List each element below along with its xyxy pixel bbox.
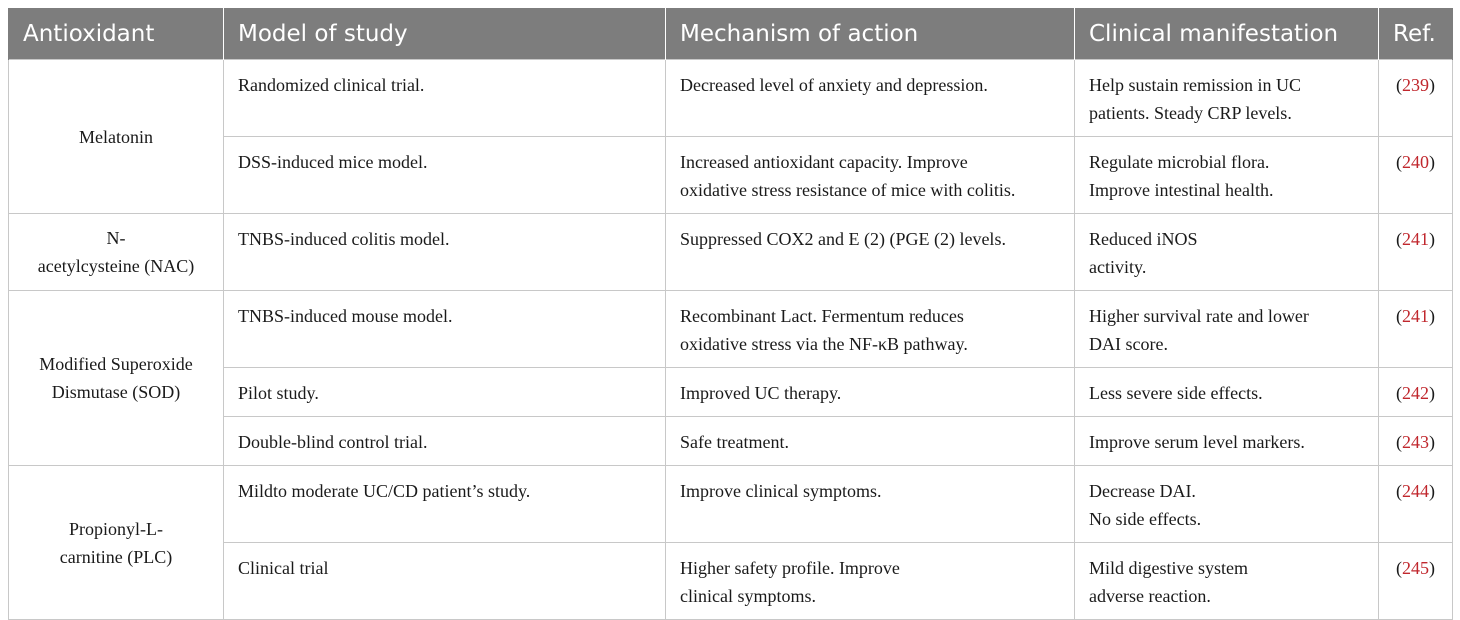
clinical-cell: Less severe side effects.: [1075, 368, 1379, 417]
antioxidant-cell: Melatonin: [9, 60, 224, 214]
clinical-cell: Mild digestive system adverse reaction.: [1075, 543, 1379, 620]
ref-cell: (244): [1379, 466, 1453, 543]
table-row: [9, 466, 1453, 543]
ref-cell: (240): [1379, 137, 1453, 214]
mechanism-cell: Improve clinical symptoms.: [666, 466, 1075, 543]
clinical-cell: Higher survival rate and lower DAI score.: [1075, 291, 1379, 368]
antioxidant-table: [8, 8, 1453, 620]
model-cell: Mildto moderate UC/CD patient’s study.: [224, 466, 666, 543]
header-antioxidant: Antioxidant: [9, 8, 224, 60]
mechanism-cell: Improved UC therapy.: [666, 368, 1075, 417]
model-cell: TNBS-induced colitis model.: [224, 214, 666, 291]
mechanism-cell: Decreased level of anxiety and depression.: [666, 60, 1075, 137]
mechanism-cell: Suppressed COX2 and E (2) (PGE (2) levels.: [666, 214, 1075, 291]
table-row: [9, 543, 1453, 620]
ref-cell: (241): [1379, 291, 1453, 368]
table-row: [9, 417, 1453, 466]
ref-link[interactable]: 244: [1402, 481, 1429, 501]
header-model-of-study: Model of study: [224, 8, 666, 60]
header-ref: Ref.: [1379, 8, 1453, 60]
clinical-cell: Improve serum level markers.: [1075, 417, 1379, 466]
table-row: [9, 60, 1453, 137]
ref-cell: (243): [1379, 417, 1453, 466]
table-row: [9, 368, 1453, 417]
clinical-cell: Decrease DAI. No side effects.: [1075, 466, 1379, 543]
model-cell: DSS-induced mice model.: [224, 137, 666, 214]
antioxidant-table-container: [8, 8, 1452, 620]
ref-link[interactable]: 241: [1402, 229, 1429, 249]
ref-cell: (239): [1379, 60, 1453, 137]
ref-link[interactable]: 239: [1402, 75, 1429, 95]
ref-link[interactable]: 242: [1402, 383, 1429, 403]
mechanism-cell: Increased antioxidant capacity. Improve oxidative stress resistance of mice with colitis.: [666, 137, 1075, 214]
table-row: [9, 291, 1453, 368]
model-cell: Randomized clinical trial.: [224, 60, 666, 137]
antioxidant-cell: N- acetylcysteine (NAC): [9, 214, 224, 291]
ref-link[interactable]: 245: [1402, 558, 1429, 578]
ref-cell: (242): [1379, 368, 1453, 417]
model-cell: TNBS-induced mouse model.: [224, 291, 666, 368]
mechanism-cell: Higher safety profile. Improve clinical symptoms.: [666, 543, 1075, 620]
clinical-cell: Reduced iNOS activity.: [1075, 214, 1379, 291]
mechanism-cell: Safe treatment.: [666, 417, 1075, 466]
clinical-cell: Help sustain remission in UC patients. Steady CRP levels.: [1075, 60, 1379, 137]
ref-cell: (241): [1379, 214, 1453, 291]
ref-link[interactable]: 243: [1402, 432, 1429, 452]
mechanism-cell: Recombinant Lact. Fermentum reduces oxidative stress via the NF-κB pathway.: [666, 291, 1075, 368]
model-cell: Clinical trial: [224, 543, 666, 620]
table-header-row: [9, 8, 1453, 60]
ref-link[interactable]: 241: [1402, 306, 1429, 326]
table-row: [9, 137, 1453, 214]
ref-cell: (245): [1379, 543, 1453, 620]
model-cell: Pilot study.: [224, 368, 666, 417]
model-cell: Double-blind control trial.: [224, 417, 666, 466]
ref-link[interactable]: 240: [1402, 152, 1429, 172]
header-mechanism-of-action: Mechanism of action: [666, 8, 1075, 60]
table-row: [9, 214, 1453, 291]
antioxidant-cell: Modified Superoxide Dismutase (SOD): [9, 291, 224, 466]
header-clinical-manifestation: Clinical manifestation: [1075, 8, 1379, 60]
clinical-cell: Regulate microbial flora. Improve intestinal health.: [1075, 137, 1379, 214]
antioxidant-cell: Propionyl-L- carnitine (PLC): [9, 466, 224, 620]
